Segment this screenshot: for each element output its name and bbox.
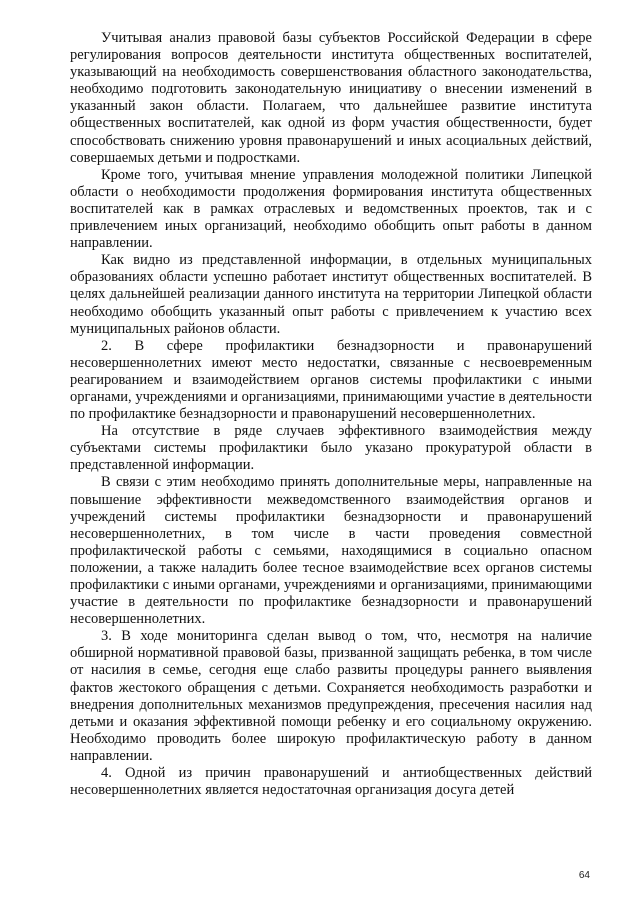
paragraph-point-3: 3. В ходе мониторинга сделан вывод о том, что, несмотря на наличие обширной нормативной правовой базы, призванной защищать ребенка, в том числе от насилия в семье, сегодня еще слабо развиты процедуры раннего выявления фактов жестокого обращения с детьми. Сохраняется необходимость разработки и внедрения дополнительных механизмов предупреждения, пресечения насилия над детьми и оказания эффективной помощи ребенку и его социальному окружению. Необходимо проводить более широкую профилактическую работу в данном направлении. bbox=[70, 628, 592, 764]
document-page bbox=[70, 30, 592, 799]
paragraph-municipal-experience: Как видно из представленной информации, в отдельных муниципальных образованиях области успешно работает институт общественных воспитателей. В целях дальнейшей реализации данного института на территории Липецкой области необходимо обобщить указанный опыт работы с привлечением к участию всех муниципальных районов области. bbox=[70, 252, 592, 337]
paragraph-point-4: 4. Одной из причин правонарушений и антиобщественных действий несовершеннолетних является недостаточная организация досуга детей bbox=[70, 765, 592, 799]
page-number: 64 bbox=[578, 870, 590, 881]
paragraph-prosecutor-note: На отсутствие в ряде случаев эффективного взаимодействия между субъектами системы профилактики было указано прокуратурой области в представленной информации. bbox=[70, 423, 592, 474]
paragraph-youth-policy: Кроме того, учитывая мнение управления молодежной политики Липецкой области о необходимости продолжения формирования института общественных воспитателей как в рамках отраслевых и ведомственных проектов, так и с привлечением иных организаций, необходимо обобщить опыт работы в данном направлении. bbox=[70, 166, 592, 252]
paragraph-point-2: 2. В сфере профилактики безнадзорности и правонарушений несовершеннолетних имеют место недостатки, связанные с несвоевременным реагированием и взаимодействием органов системы профилактики с иными органами, учреждениями и организациями, принимающими участие в деятельности по профилактике безнадзорности и правонарушений несовершеннолетних. bbox=[70, 337, 592, 423]
paragraph-legal-base-analysis: Учитывая анализ правовой базы субъектов Российской Федерации в сфере регулирования вопросов деятельности института общественных воспитателей, указывающий на необходимость совершенствования областного законодательства, необходимо подготовить законодательную инициативу о внесении изменений в указанный закон области. Полагаем, что дальнейшее развитие института общественных воспитателей, как одной из форм участия общественности, будет способствовать снижению уровня правонарушений и иных асоциальных действий, совершаемых детьми и подростками. bbox=[70, 30, 592, 166]
paragraph-additional-measures: В связи с этим необходимо принять дополнительные меры, направленные на повышение эффективности межведомственного взаимодействия органов и учреждений системы профилактики безнадзорности и правонарушений несовершеннолетних, в том числе в части проведения совместной профилактической работы с семьями, находящимися в социально опасном положении, а также наладить более тесное взаимодействие всех органов системы профилактики с иными органами, учреждениями и организациями, принимающими участие в деятельности по профилактике безнадзорности и правонарушений несовершеннолетних. bbox=[70, 474, 592, 628]
